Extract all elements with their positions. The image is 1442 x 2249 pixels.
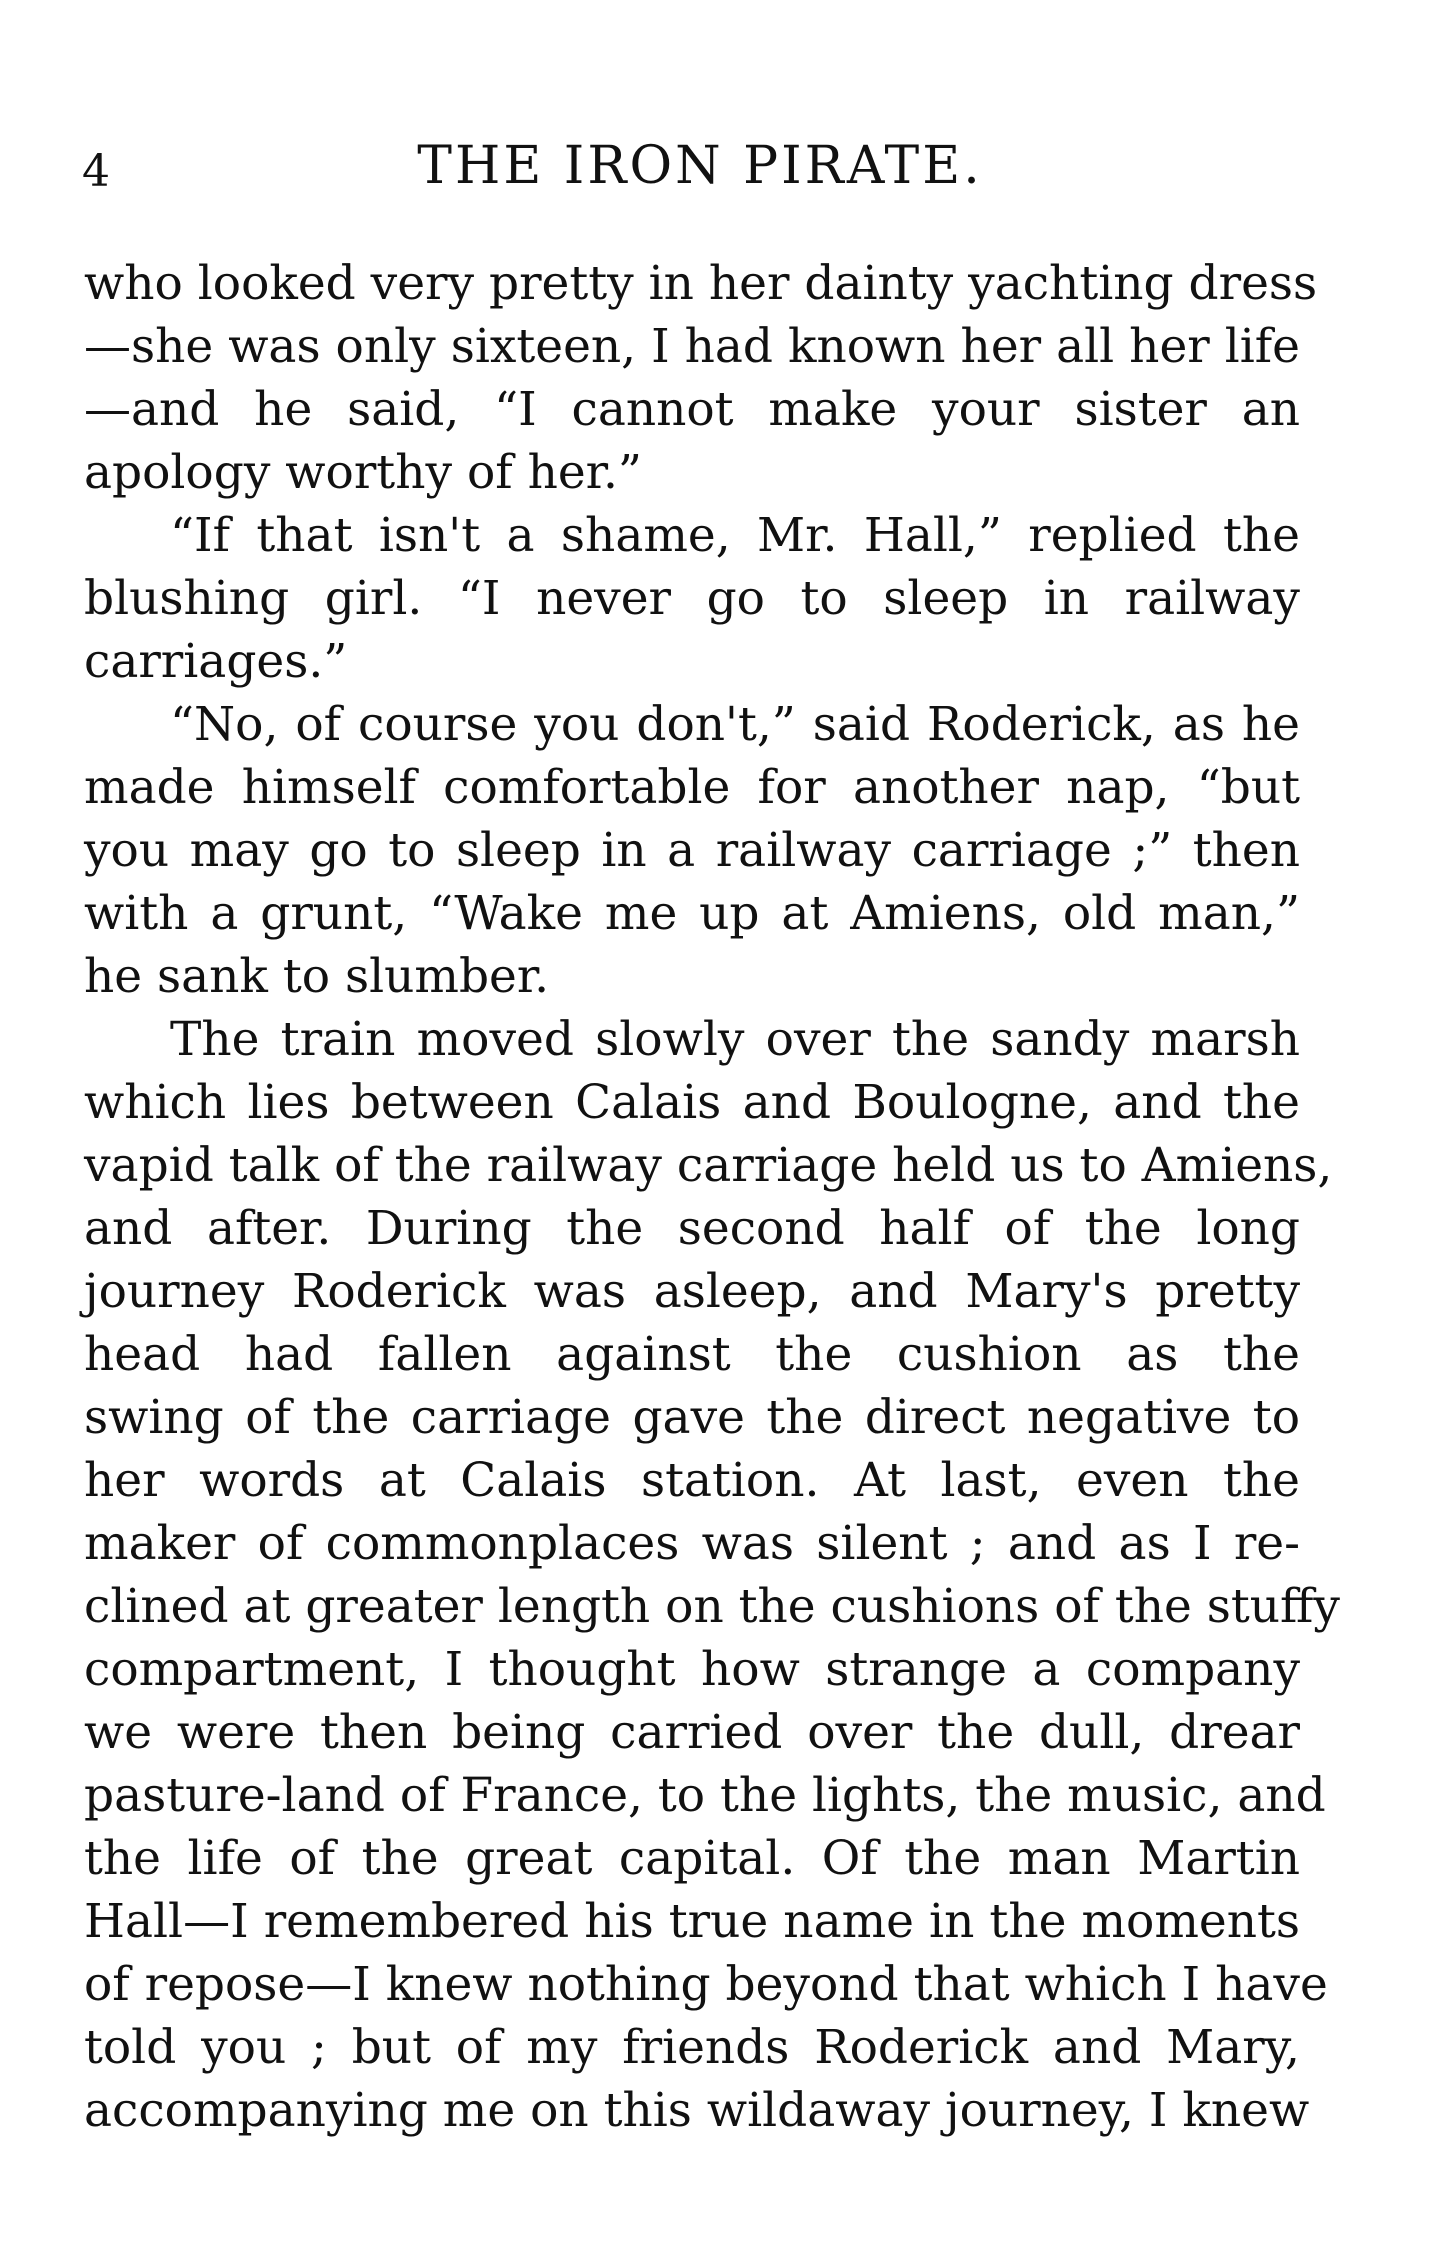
text-line: you may go to sleep in a railway carriage ;” then [84, 823, 1300, 878]
text-line: the life of the great capital. Of the man Martin [84, 1831, 1300, 1886]
text-line: —she was only sixteen, I had known her all her life [84, 319, 1300, 374]
text-line: of repose—I knew nothing beyond that which I have [84, 1957, 1328, 2012]
text-line: “No, of course you don't,” said Roderick, as he [170, 697, 1300, 752]
page-number: 4 [82, 146, 110, 197]
text-line: with a grunt, “Wake me up at Amiens, old man,” [84, 886, 1300, 941]
text-line: blushing girl. “I never go to sleep in railway [84, 571, 1300, 626]
text-line: her words at Calais station. At last, even the [84, 1453, 1300, 1508]
text-line: carriages.” [84, 634, 348, 689]
text-line: accompanying me on this wildaway journey, I knew [84, 2083, 1310, 2138]
text-line: The train moved slowly over the sandy marsh [170, 1012, 1300, 1067]
text-line: clined at greater length on the cushions of the stuffy [84, 1579, 1340, 1634]
text-line: told you ; but of my friends Roderick and Mary, [84, 2020, 1300, 2075]
text-line: we were then being carried over the dull, drear [84, 1705, 1300, 1760]
body-text [84, 252, 1340, 2142]
text-line: Hall—I remembered his true name in the moments [84, 1894, 1300, 1949]
text-line: head had fallen against the cushion as the [84, 1327, 1300, 1382]
text-line: which lies between Calais and Boulogne, and the [84, 1075, 1300, 1130]
text-line: journey Roderick was asleep, and Mary's pretty [84, 1264, 1300, 1319]
text-line: —and he said, “I cannot make your sister an [84, 382, 1300, 437]
text-line: vapid talk of the railway carriage held us to Amiens, [84, 1138, 1333, 1193]
text-line: swing of the carriage gave the direct negative to [84, 1390, 1300, 1445]
text-line: and after. During the second half of the long [84, 1201, 1300, 1256]
text-line: maker of commonplaces was silent ; and as I re- [84, 1516, 1300, 1571]
text-line: apology worthy of her.” [84, 445, 642, 500]
running-title: THE IRON PIRATE. [417, 136, 983, 196]
text-line: made himself comfortable for another nap, “but [84, 760, 1300, 815]
text-line: pasture-land of France, to the lights, the music, and [84, 1768, 1326, 1823]
text-line: “If that isn't a shame, Mr. Hall,” replied the [170, 508, 1300, 563]
text-line: who looked very pretty in her dainty yachting dress [84, 256, 1318, 311]
text-line: compartment, I thought how strange a company [84, 1642, 1300, 1697]
text-line: he sank to slumber. [84, 949, 550, 1004]
